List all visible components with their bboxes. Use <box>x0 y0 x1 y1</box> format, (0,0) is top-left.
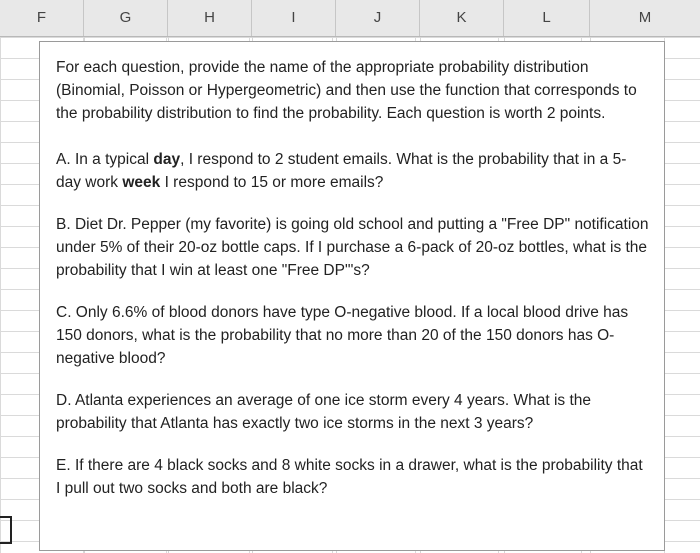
column-header-k[interactable]: K <box>420 0 504 36</box>
column-header-m[interactable]: M <box>638 9 652 26</box>
column-header-j[interactable]: J <box>336 0 420 36</box>
questions-text-box[interactable] <box>39 41 665 551</box>
instructions-paragraph: For each question, provide the name of the appropriate probability distribution (Binomial, Poisson or Hypergeometric) and then use the function that corresponds to the probability distribution to find the probability. Each question is worth 2 points. <box>56 59 637 122</box>
question-a-text-2: , I respond to 2 student emails. What is the probability that in a 5-day work <box>56 151 627 191</box>
question-a-bold-week: week <box>122 174 161 191</box>
question-d: D. Atlanta experiences an average of one ice storm every 4 years. What is the probability that Atlanta has exactly two ice storms in the next 3 years? <box>56 392 592 432</box>
question-a-text-3: I respond to 15 or more emails? <box>160 174 384 191</box>
column-header-f[interactable]: F <box>0 0 84 36</box>
column-header-g[interactable]: G <box>84 0 168 36</box>
question-c: C. Only 6.6% of blood donors have type O-negative blood. If a local blood drive has 150 donors, what is the probability that no more than 20 of the 150 donors has O-negative blood? <box>56 304 629 367</box>
selected-cell-indicator[interactable] <box>0 516 12 544</box>
column-header-l[interactable]: L <box>504 0 590 36</box>
question-b: B. Diet Dr. Pepper (my favorite) is going old school and putting a "Free DP" notification under 5% of their 20-oz bottle caps. If I purchase a 6-pack of 20-oz bottles, what is the probability that I win at least one "Free DP"'s? <box>56 216 649 279</box>
column-header-i[interactable]: I <box>252 0 336 36</box>
question-a <box>56 148 650 194</box>
question-e: E. If there are 4 black socks and 8 white socks in a drawer, what is the probability that I pull out two socks and both are black? <box>56 457 643 497</box>
question-a-text-1: A. In a typical <box>56 151 154 168</box>
question-a-bold-day: day <box>153 151 181 168</box>
column-header-row <box>0 0 700 37</box>
column-header-h[interactable]: H <box>168 0 252 36</box>
